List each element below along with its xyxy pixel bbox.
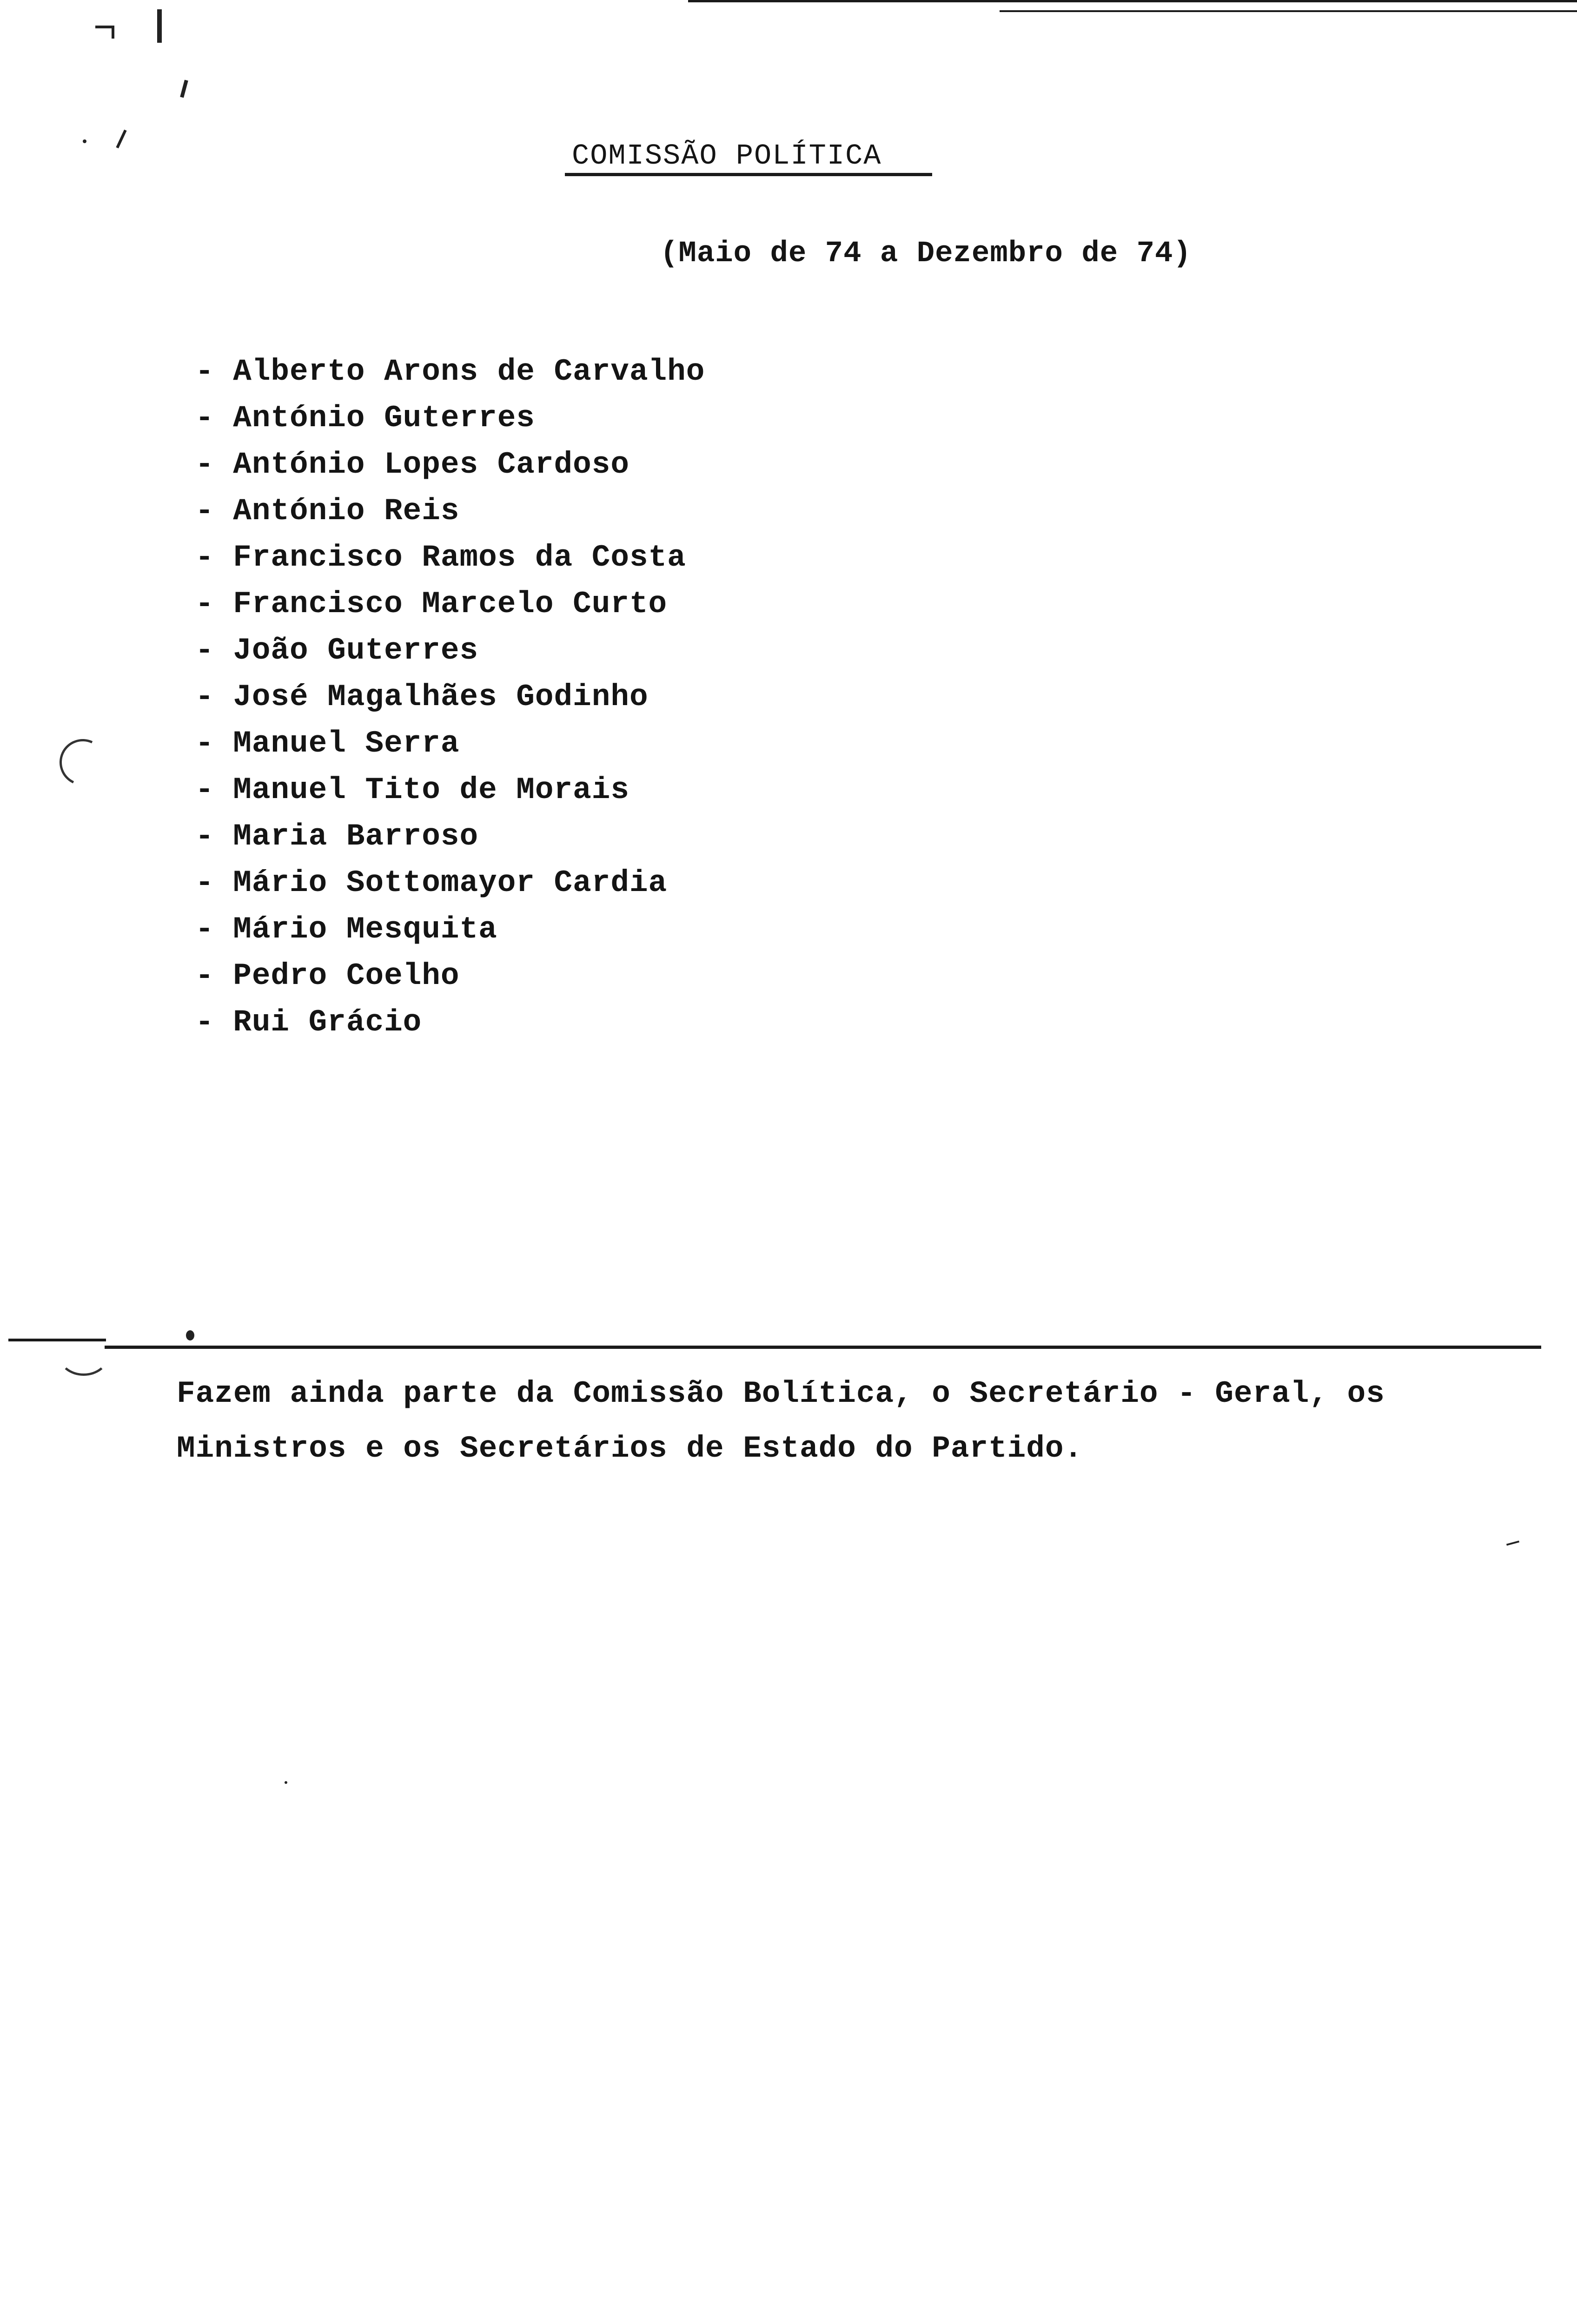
list-item: - Francisco Marcelo Curto [195,587,668,621]
list-item: - José Magalhães Godinho [195,680,649,714]
margin-mark [95,26,113,28]
footnote-line: Fazem ainda parte da Comissão Bolítica, o Secretário - Geral, os [177,1376,1385,1411]
list-item: - Francisco Ramos da Costa [195,540,686,575]
punch-hole-mark [53,733,113,792]
list-item: - Maria Barroso [195,819,479,854]
margin-mark [112,26,114,39]
list-item: - João Guterres [195,633,479,668]
scan-speck [1506,1540,1519,1545]
list-item: - Manuel Serra [195,726,460,761]
margin-speck [83,139,86,143]
scan-top-rule [688,0,1577,2]
list-item: - Alberto Arons de Carvalho [195,354,705,389]
page-title: COMISSÃO POLÍTICA [572,139,882,172]
member-list [195,349,705,1046]
list-item: - António Guterres [195,401,535,436]
list-item: - Mário Sottomayor Cardia [195,865,668,900]
separator-rule [105,1346,1541,1349]
list-item: - Pedro Coelho [195,958,460,993]
margin-mark [116,130,126,149]
list-item: - António Reis [195,494,460,528]
title-underline [565,173,932,176]
scan-speck [285,1781,287,1784]
footnote-marker [186,1330,194,1340]
list-item: - Mário Mesquita [195,912,497,947]
footnote-text [177,1367,1385,1476]
period-subtitle: (Maio de 74 a Dezembro de 74) [660,237,1192,271]
margin-mark [180,80,188,98]
margin-mark [157,9,162,43]
footnote-line: Ministros e os Secretários de Estado do Partido. [177,1431,1083,1466]
list-item: - Rui Grácio [195,1005,422,1040]
list-item: - Manuel Tito de Morais [195,772,629,807]
scan-top-rule-secondary [1000,10,1577,12]
separator-rule-left [8,1339,106,1341]
list-item: - António Lopes Cardoso [195,447,629,482]
